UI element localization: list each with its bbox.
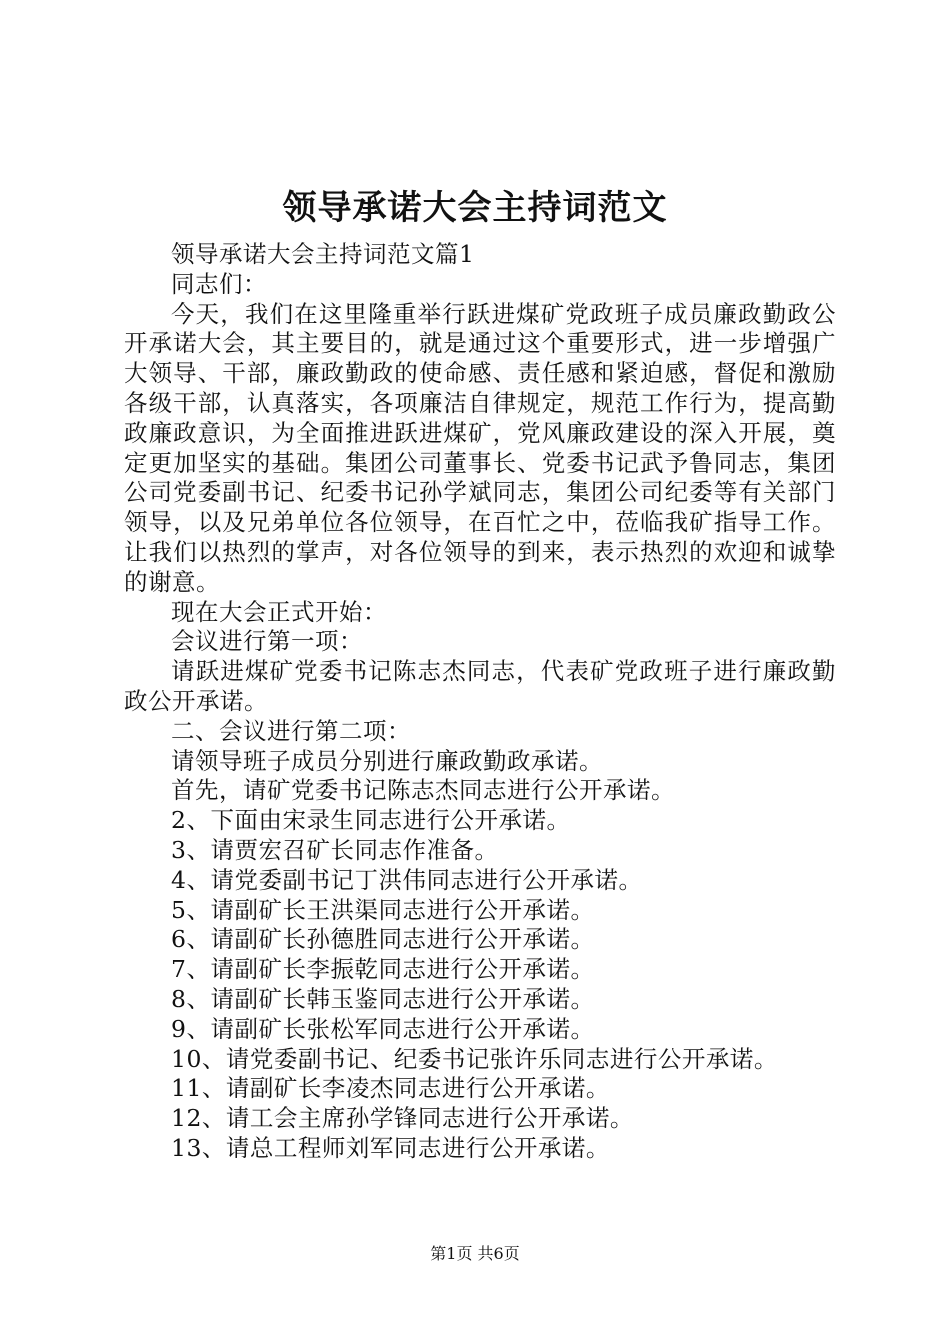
document-title: 领导承诺大会主持词范文 — [282, 188, 668, 228]
paragraph: 领导承诺大会主持词范文篇1 — [171, 240, 475, 268]
paragraph: 现在大会正式开始： — [171, 597, 387, 626]
list-item: 12、请工会主席孙学锋同志进行公开承诺。 — [171, 1104, 634, 1133]
document-body — [124, 240, 836, 1164]
list-item: 4、请党委副书记丁洪伟同志进行公开承诺。 — [171, 865, 643, 894]
list-item: 10、请党委副书记、纪委书记张许乐同志进行公开承诺。 — [171, 1044, 778, 1073]
list-item: 9、请副矿长张松军同志进行公开承诺。 — [171, 1014, 595, 1043]
paragraph: 今天，我们在这里隆重举行跃进煤矿党政班子成员廉政勤政公开承诺大会，其主要目的，就是通过这个重要形式，进一步增强广大领导、干部，廉政勤政的使命感、责任感和紧迫感，督促和激励各级干部，认真落实，各项廉洁自律规定，规范工作行为，提高勤政廉政意识，为全面推进跃进煤矿，党风廉政建设的深入开展，奠定更加坚实的基础。集团公司董事长、党委书记武予鲁同志，集团公司党委副书记、纪委书记孙学斌同志，集团公司纪委等有关部门领导，以及兄弟单位各位领导，在百忙之中，莅临我矿指导工作。让我们以热烈的掌声，对各位领导的到来，表示热烈的欢迎和诚挚的谢意。 — [124, 299, 836, 596]
paragraph: 会议进行第一项： — [171, 627, 363, 656]
list-item: 7、请副矿长李振乾同志进行公开承诺。 — [171, 955, 595, 984]
paragraph: 请跃进煤矿党委书记陈志杰同志，代表矿党政班子进行廉政勤政公开承诺。 — [124, 657, 836, 715]
paragraph: 二、会议进行第二项： — [171, 716, 411, 745]
list-item: 11、请副矿长李凌杰同志进行公开承诺。 — [171, 1074, 610, 1103]
paragraph: 同志们： — [171, 269, 267, 298]
paragraph: 请领导班子成员分别进行廉政勤政承诺。 — [171, 746, 603, 775]
paragraph: 首先，请矿党委书记陈志杰同志进行公开承诺。 — [171, 776, 675, 805]
page-footer: 第1页 共6页 — [430, 1244, 520, 1263]
list-item: 3、请贾宏召矿长同志作准备。 — [171, 835, 499, 864]
list-item: 5、请副矿长王洪渠同志进行公开承诺。 — [171, 895, 595, 924]
list-item: 6、请副矿长孙德胜同志进行公开承诺。 — [171, 925, 595, 954]
list-item: 2、下面由宋录生同志进行公开承诺。 — [171, 806, 571, 835]
list-item: 8、请副矿长韩玉鉴同志进行公开承诺。 — [171, 984, 595, 1013]
list-item: 13、请总工程师刘军同志进行公开承诺。 — [171, 1133, 610, 1162]
